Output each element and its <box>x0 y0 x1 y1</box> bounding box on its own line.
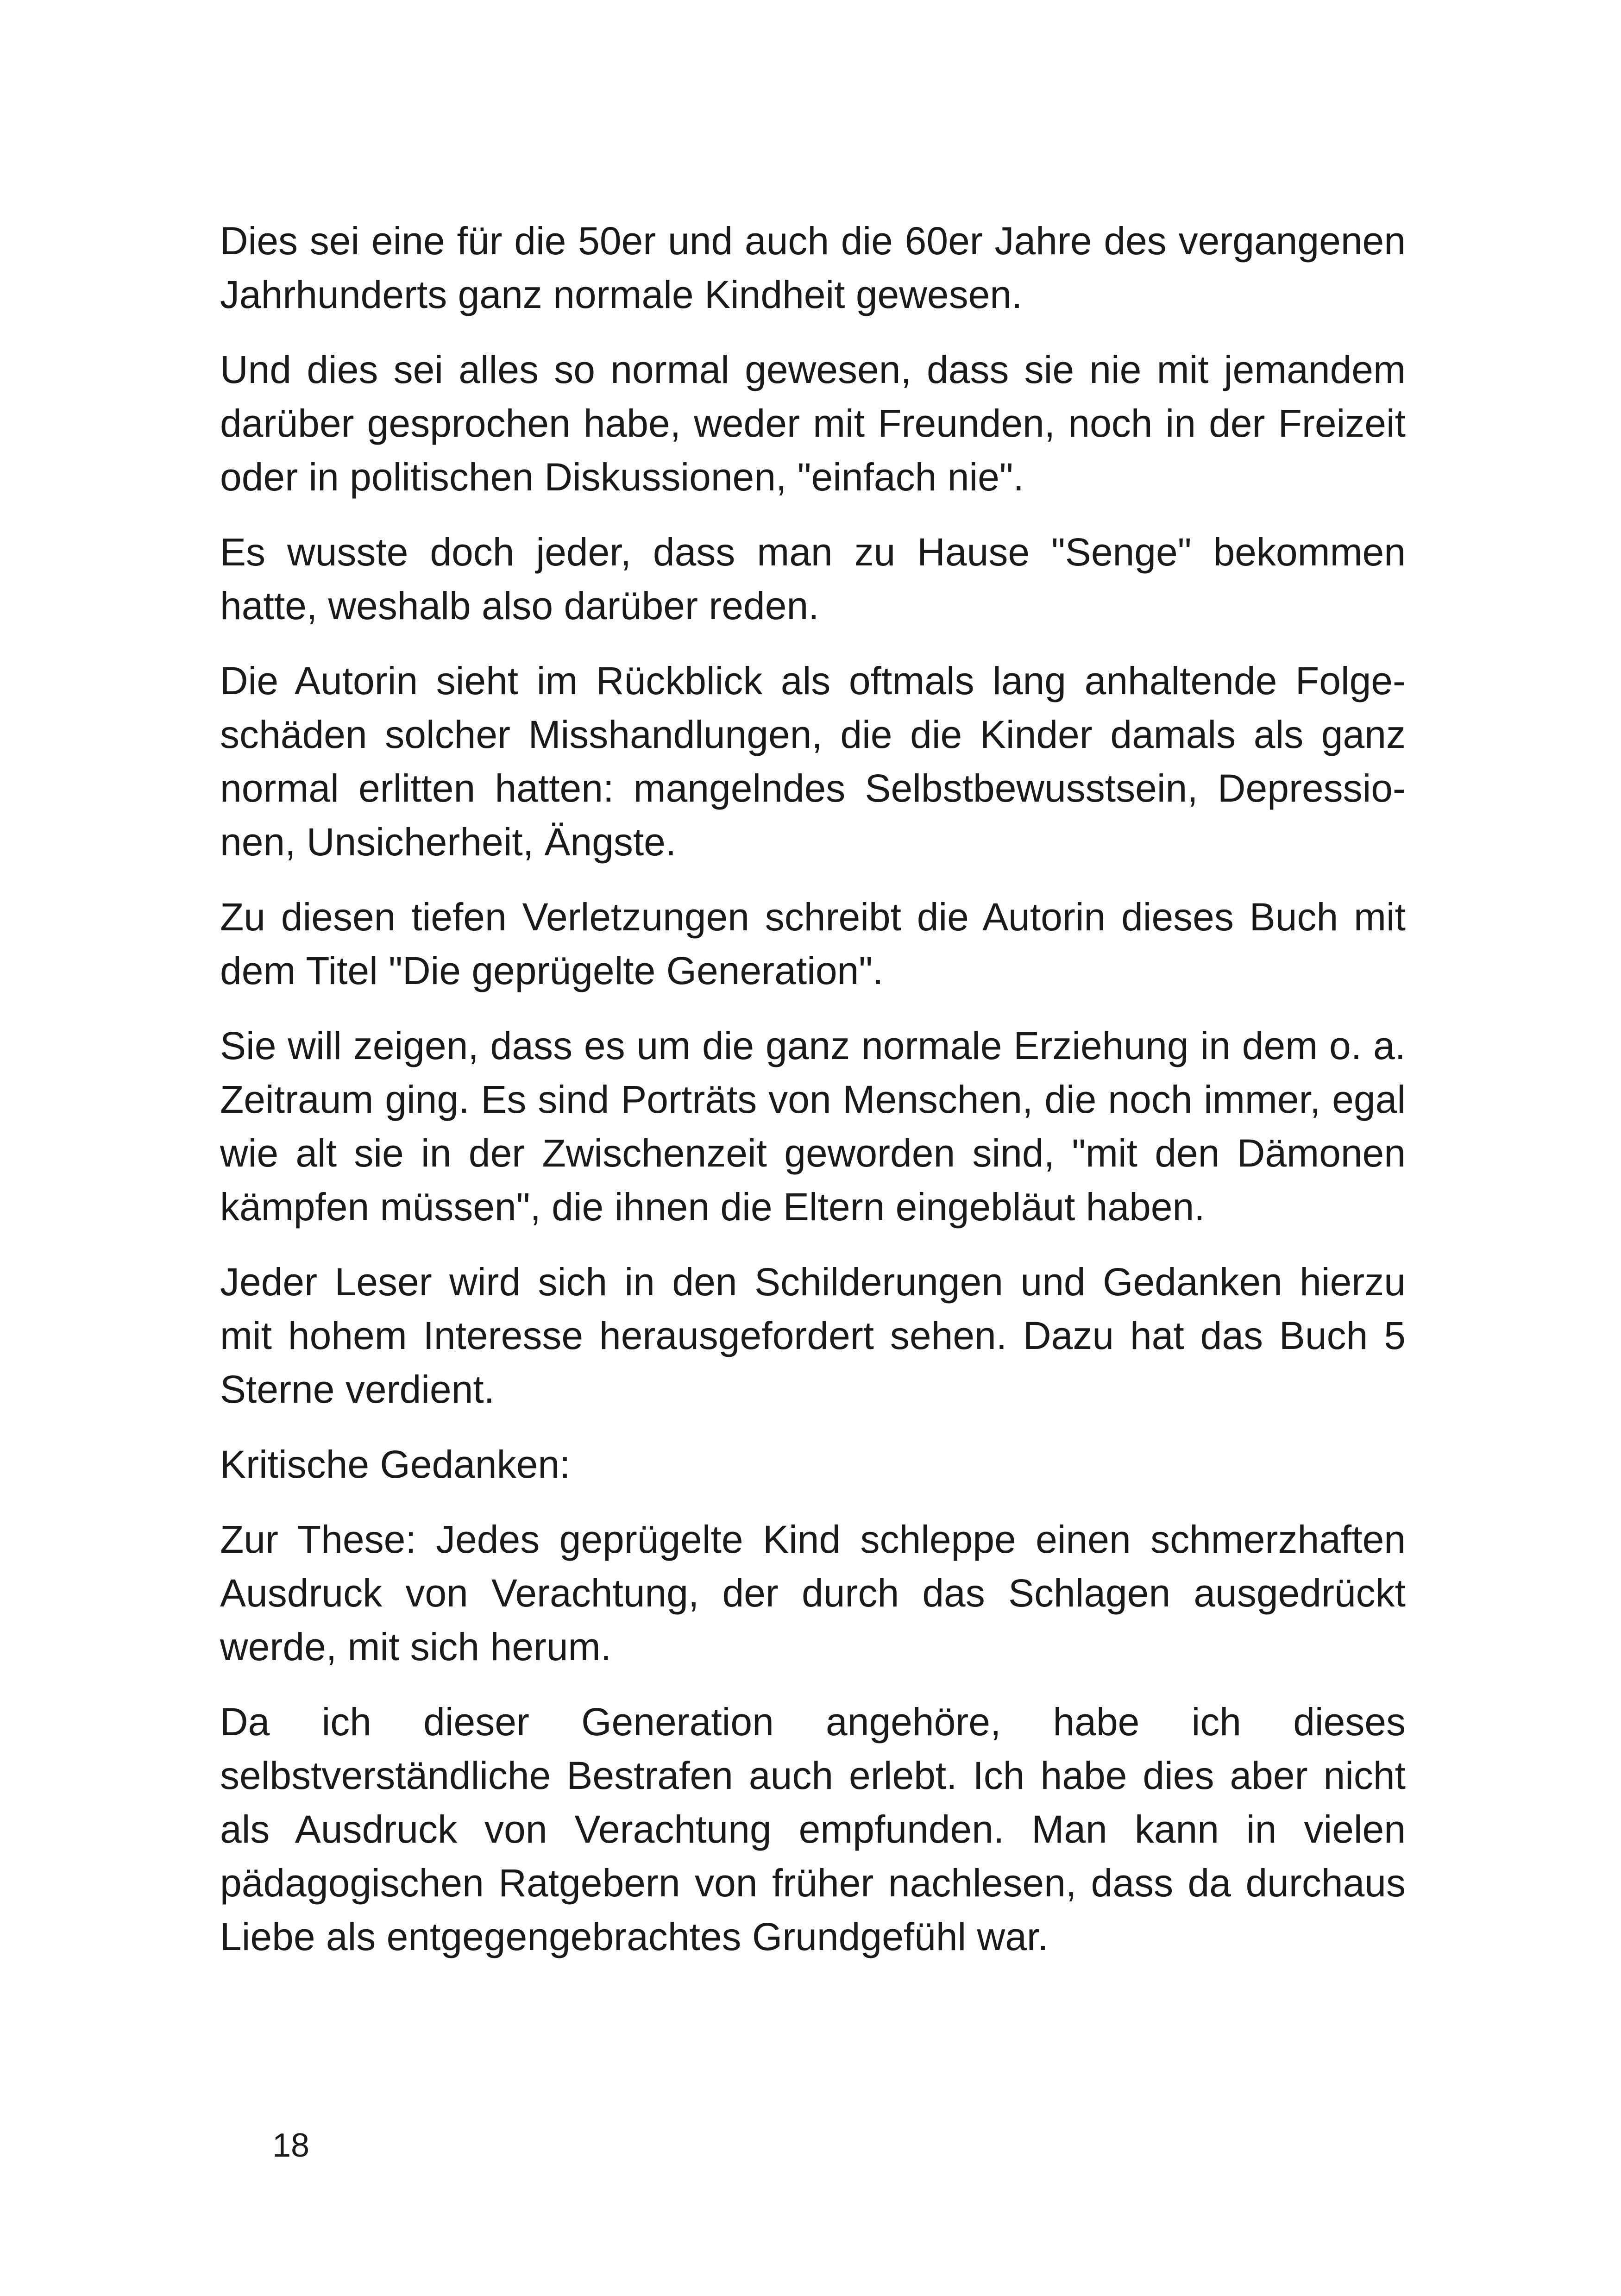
page-number: 18 <box>272 2127 310 2164</box>
paragraph-7: Jeder Leser wird sich in den Schilderungen und Gedanken hierzu mit hohem Interesse herausgefordert sehen. Dazu hat das Buch 5 Sterne verdient. <box>220 1260 1406 1411</box>
paragraph-5: Zu diesen tiefen Verletzungen schreibt die Autorin dieses Buch mit dem Titel "Die geprügelte Generation". <box>220 895 1406 992</box>
paragraph-6: Sie will zeigen, dass es um die ganz normale Erziehung in dem o. a. Zeitraum ging. Es sind Porträts von Menschen, die noch immer, egal wie alt sie in der Zwischenzeit geworden sind, "mit den Dämonen kämpfen müssen", die ihnen die Eltern eingebläut haben. <box>220 1024 1406 1229</box>
paragraph-1: Dies sei eine für die 50er und auch die 60er Jahre des vergangenen Jahrhunderts ganz normale Kindheit gewesen. <box>220 219 1406 316</box>
paragraph-4: Die Autorin sieht im Rückblick als oftmals lang anhaltende Folgeschäden solcher Misshandlungen, die die Kinder damals als ganz normal erlitten hatten: mangelndes Selbstbewusstsein, Depressionen, Unsicherheit, Ängste. <box>220 659 1406 864</box>
paragraph-3: Es wusste doch jeder, dass man zu Hause "Senge" bekommen hatte, weshalb also darüber reden. <box>220 530 1406 627</box>
paragraph-8-heading: Kritische Gedanken: <box>220 1443 571 1486</box>
body-text <box>220 214 1406 1985</box>
paragraph-10: Da ich dieser Generation angehöre, habe ich dieses selbstverständliche Bestrafen auch erlebt. Ich habe dies aber nicht als Ausdruck von Verachtung empfunden. Man kann in vielen pädagogischen Ratgebern von früher nachlesen, dass da durchaus Liebe als entgegengebrachtes Grundgefühl war. <box>220 1700 1406 1958</box>
paragraph-9: Zur These: Jedes geprügelte Kind schleppe einen schmerzhaften Ausdruck von Verachtung, der durch das Schlagen ausgedrückt werde, mit sich herum. <box>220 1518 1406 1669</box>
paragraph-2: Und dies sei alles so normal gewesen, dass sie nie mit jemandem darüber gesprochen habe, weder mit Freunden, noch in der Freizeit oder in politischen Diskussionen, "einfach nie". <box>220 348 1406 499</box>
